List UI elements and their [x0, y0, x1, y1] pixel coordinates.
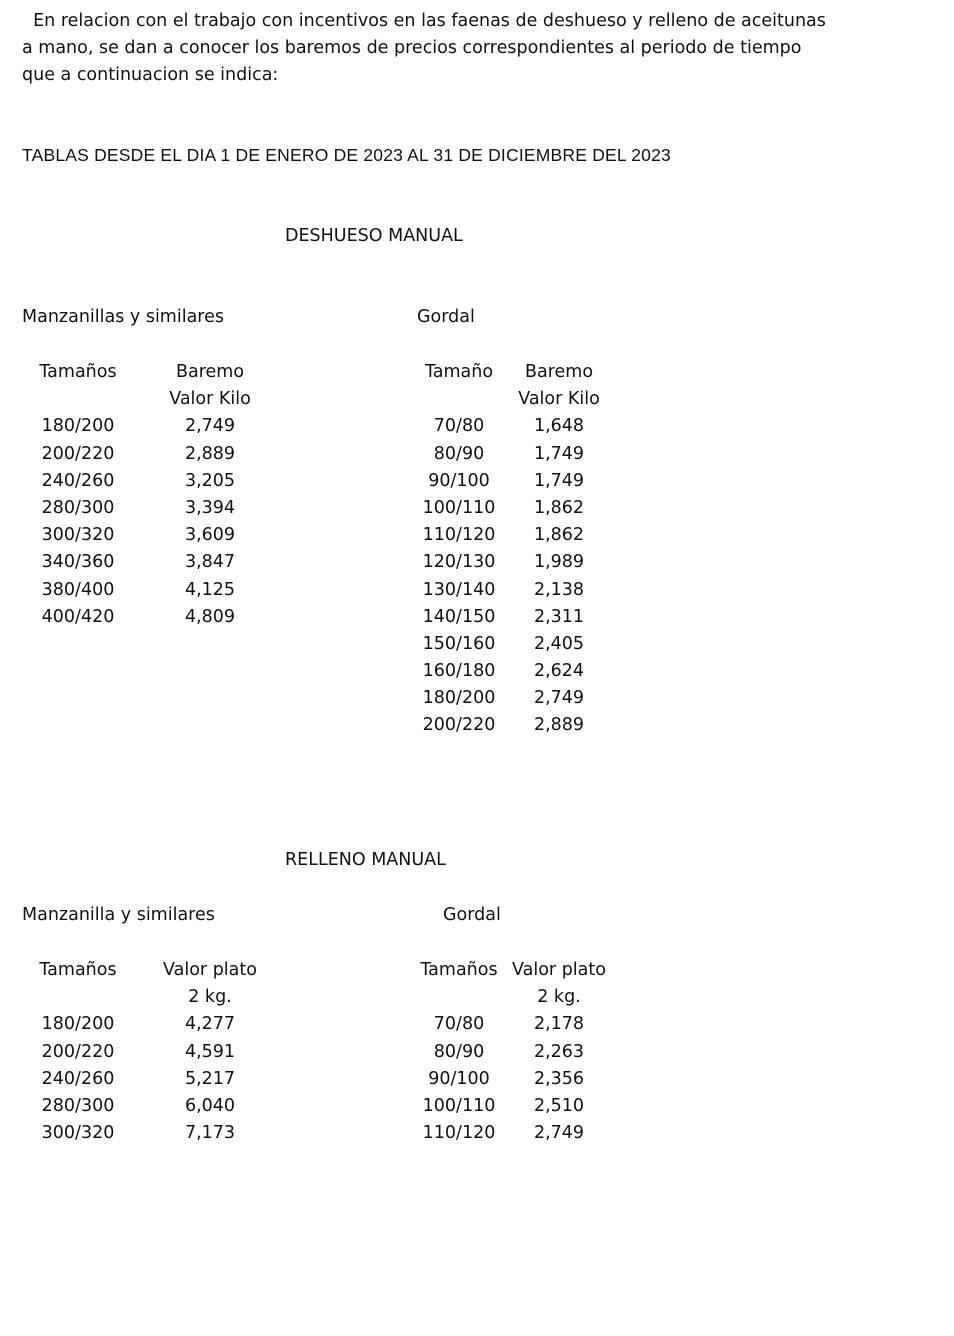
size-cell: 80/90: [433, 443, 485, 464]
column-header: Tamaños: [39, 362, 117, 382]
intro-line: a mano, se dan a conocer los baremos de precios correspondientes al periodo de tiempo: [22, 38, 802, 58]
value-cell: 3,847: [184, 552, 236, 573]
value-cell: 2,749: [184, 416, 236, 437]
value-column: [500, 957, 618, 1147]
size-cell: 70/80: [433, 416, 485, 437]
size-cell: 300/320: [41, 1123, 115, 1144]
value-cell: 2,749: [533, 1123, 585, 1144]
size-column: [409, 957, 509, 1147]
value-cell: 2,749: [533, 688, 585, 709]
value-cell: 1,862: [533, 497, 585, 518]
size-cell: 120/130: [422, 552, 496, 573]
column-header: Baremo: [175, 362, 245, 382]
value-cell: 2,405: [533, 633, 585, 654]
value-cell: 2,178: [533, 1014, 585, 1035]
column-header: Valor plato: [163, 960, 257, 980]
size-cell: 380/400: [41, 579, 115, 600]
size-column: [28, 957, 128, 1147]
deshueso-manzanilla-label: Manzanillas y similares: [22, 307, 224, 327]
size-column: [409, 359, 509, 740]
intro-paragraph: [22, 8, 842, 89]
deshueso-title: DESHUESO MANUAL: [285, 226, 463, 246]
deshueso-gordal-label: Gordal: [417, 307, 475, 327]
value-cell: 7,173: [184, 1123, 236, 1144]
size-cell: 70/80: [433, 1014, 485, 1035]
column-header: Valor plato: [512, 960, 606, 980]
size-cell: 340/360: [41, 552, 115, 573]
value-cell: 1,648: [533, 416, 585, 437]
relleno-manzanilla-label: Manzanilla y similares: [22, 905, 215, 925]
column-header: Tamaños: [420, 960, 498, 980]
size-cell: 130/140: [422, 579, 496, 600]
size-cell: 100/110: [422, 1095, 496, 1116]
size-cell: 180/200: [422, 688, 496, 709]
size-cell: 400/420: [41, 606, 115, 627]
size-cell: 110/120: [422, 525, 496, 546]
size-column: [28, 359, 128, 631]
column-header: Baremo: [524, 362, 594, 382]
value-cell: 2,263: [533, 1041, 585, 1062]
size-cell: 90/100: [428, 470, 490, 491]
value-cell: 4,277: [184, 1014, 236, 1035]
value-column: [505, 359, 613, 740]
value-cell: 1,749: [533, 443, 585, 464]
size-cell: 300/320: [41, 525, 115, 546]
value-cell: 1,989: [533, 552, 585, 573]
value-cell: 3,394: [184, 497, 236, 518]
value-cell: 2,311: [533, 606, 585, 627]
size-cell: 180/200: [41, 416, 115, 437]
value-cell: 5,217: [184, 1068, 236, 1089]
value-cell: 2,138: [533, 579, 585, 600]
size-cell: 90/100: [428, 1068, 490, 1089]
value-cell: 4,125: [184, 579, 236, 600]
size-cell: 180/200: [41, 1014, 115, 1035]
value-cell: 4,809: [184, 606, 236, 627]
size-cell: 160/180: [422, 661, 496, 682]
size-cell: 100/110: [422, 497, 496, 518]
value-column: [150, 957, 270, 1147]
intro-line: que a continuacion se indica:: [22, 65, 279, 85]
size-cell: 240/260: [41, 470, 115, 491]
size-cell: 110/120: [422, 1123, 496, 1144]
value-cell: 2,510: [533, 1095, 585, 1116]
relleno-gordal-label: Gordal: [443, 905, 501, 925]
size-cell: 80/90: [433, 1041, 485, 1062]
size-cell: 240/260: [41, 1068, 115, 1089]
value-cell: 1,749: [533, 470, 585, 491]
size-cell: 200/220: [422, 715, 496, 736]
value-cell: 2,889: [184, 443, 236, 464]
value-cell: 2,624: [533, 661, 585, 682]
value-cell: 2,356: [533, 1068, 585, 1089]
size-cell: 200/220: [41, 1041, 115, 1062]
intro-line: En relacion con el trabajo con incentivos en las faenas de deshueso y relleno de aceitunas: [22, 11, 826, 31]
value-cell: 4,591: [184, 1041, 236, 1062]
column-header: 2 kg.: [537, 987, 581, 1008]
value-cell: 6,040: [184, 1095, 236, 1116]
size-cell: 280/300: [41, 497, 115, 518]
value-cell: 1,862: [533, 525, 585, 546]
value-column: [155, 359, 265, 631]
period-title: TABLAS DESDE EL DIA 1 DE ENERO DE 2023 AL 31 DE DICIEMBRE DEL 2023: [22, 145, 671, 165]
column-header: Valor Kilo: [518, 389, 600, 410]
value-cell: 3,609: [184, 525, 236, 546]
relleno-title: RELLENO MANUAL: [285, 850, 446, 870]
value-cell: 3,205: [184, 470, 236, 491]
size-cell: 140/150: [422, 606, 496, 627]
value-cell: 2,889: [533, 715, 585, 736]
size-cell: 280/300: [41, 1095, 115, 1116]
column-header: Tamaño: [424, 362, 494, 382]
column-header: Tamaños: [39, 960, 117, 980]
column-header: 2 kg.: [188, 987, 232, 1008]
column-header: Valor Kilo: [169, 389, 251, 410]
size-cell: 200/220: [41, 443, 115, 464]
size-cell: 150/160: [422, 633, 496, 654]
